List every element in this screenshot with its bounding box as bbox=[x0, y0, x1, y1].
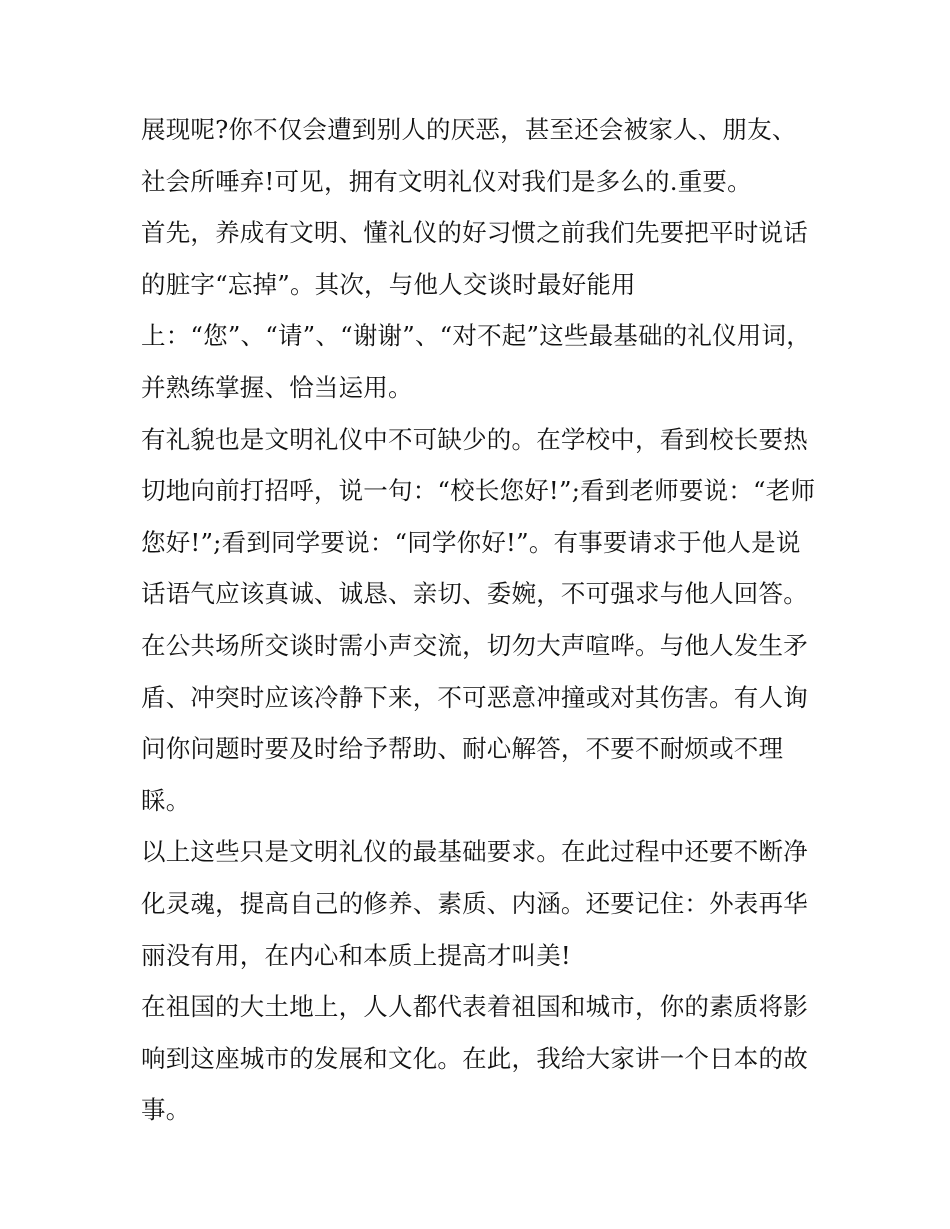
text-line: 上：“您”、“请”、“谢谢”、“对不起”这些最基础的礼仪用词， bbox=[141, 321, 811, 351]
text-line: 展现呢?你不仅会遭到别人的厌恶，甚至还会被家人、朋友、 bbox=[141, 115, 797, 144]
text-line: 的脏字“忘掉”。其次，与他人交谈时最好能用 bbox=[141, 269, 636, 299]
document-body bbox=[141, 104, 821, 1136]
text-line: 您好!”;看到同学要说：“同学你好!”。有事要请求于他人是说 bbox=[141, 527, 801, 557]
text-line: 丽没有用，在内心和本质上提高才叫美! bbox=[141, 940, 571, 970]
text-line: 睬。 bbox=[141, 785, 191, 815]
text-line: 事。 bbox=[141, 1095, 191, 1125]
text-line: 在祖国的大土地上，人人都代表着祖国和城市，你的素质将影 bbox=[141, 992, 808, 1022]
text-line: 并熟练掌握、恰当运用。 bbox=[141, 372, 413, 402]
text-line: 有礼貌也是文明礼仪中不可缺少的。在学校中，看到校长要热 bbox=[141, 424, 808, 454]
text-line: 社会所唾弃!可见，拥有文明礼仪对我们是多么的.重要。 bbox=[141, 166, 752, 196]
text-line: 盾、冲突时应该冷静下来，不可恶意冲撞或对其伤害。有人询 bbox=[141, 682, 808, 712]
text-line: 以上这些只是文明礼仪的最基础要求。在此过程中还要不断净 bbox=[141, 837, 808, 867]
text-line: 首先，养成有文明、懂礼仪的好习惯之前我们先要把平时说话 bbox=[141, 218, 808, 248]
text-line: 话语气应该真诚、诚恳、亲切、委婉，不可强求与他人回答。 bbox=[141, 579, 808, 609]
text-line: 在公共场所交谈时需小声交流，切勿大声喧哗。与他人发生矛 bbox=[141, 630, 808, 660]
text-line: 响到这座城市的发展和文化。在此，我给大家讲一个日本的故 bbox=[141, 1043, 808, 1073]
text-line: 切地向前打招呼，说一句：“校长您好!”;看到老师要说：“老师 bbox=[141, 476, 816, 506]
text-line: 化灵魂，提高自己的修养、素质、内涵。还要记住：外表再华 bbox=[141, 888, 808, 918]
text-line: 问你问题时要及时给予帮助、耐心解答，不要不耐烦或不理 bbox=[141, 734, 784, 764]
